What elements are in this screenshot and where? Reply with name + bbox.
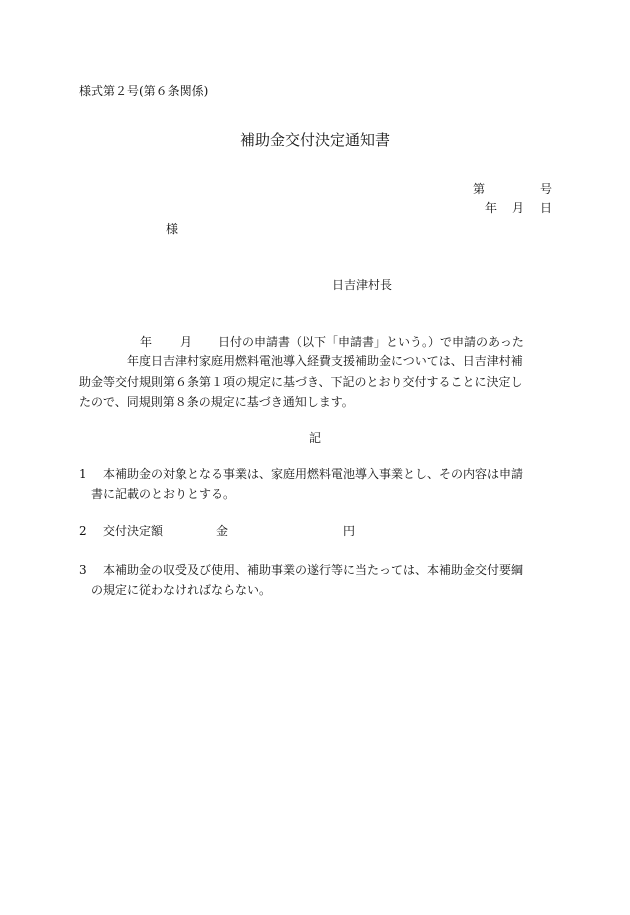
document-number-suffix: 号 [540,182,553,196]
item-1-continuation: 書に記載のとおりとする。 [91,487,236,501]
item-2-number: 2 [79,524,87,538]
item-3-continuation: の規定に従わなければならない。 [91,583,272,597]
body-line-4: たので、同規則第８条の規定に基づき通知します。 [79,395,354,409]
body-month-label: 月 [180,335,193,349]
form-label: 様式第２号(第６条関係) [79,84,209,98]
body-line-2: 年度日吉津村家庭用燃料電池導入経費支援補助金については、日吉津村補 [127,354,523,368]
addressee-suffix: 様 [166,222,179,236]
grant-amount-yen: 円 [343,524,356,538]
date-year-label: 年 [485,201,498,215]
date-day-label: 日 [540,201,553,215]
item-1-number: 1 [79,467,87,481]
ki-heading: 記 [308,431,321,445]
grant-amount-label: 交付決定額 [103,524,164,538]
document-number-prefix: 第 [473,182,486,196]
document-title: 補助金交付決定通知書 [239,131,390,149]
issuer-name: 日吉津村長 [332,278,393,292]
body-year-label: 年 [140,335,153,349]
date-month-label: 月 [512,201,525,215]
grant-amount-kin: 金 [216,524,229,538]
body-line-1: 日付の申請書（以下「申請書」という。）で申請のあった [218,335,524,349]
item-3-text: 本補助金の収受及び使用、補助事業の遂行等に当たっては、本補助金交付要綱 [103,563,524,577]
body-line-3: 助金等交付規則第６条第１項の規定に基づき、下記のとおり交付することに決定し [79,375,523,389]
item-1-text: 本補助金の対象となる事業は、家庭用燃料電池導入事業とし、その内容は申請 [103,467,524,481]
item-3-number: 3 [79,563,87,577]
